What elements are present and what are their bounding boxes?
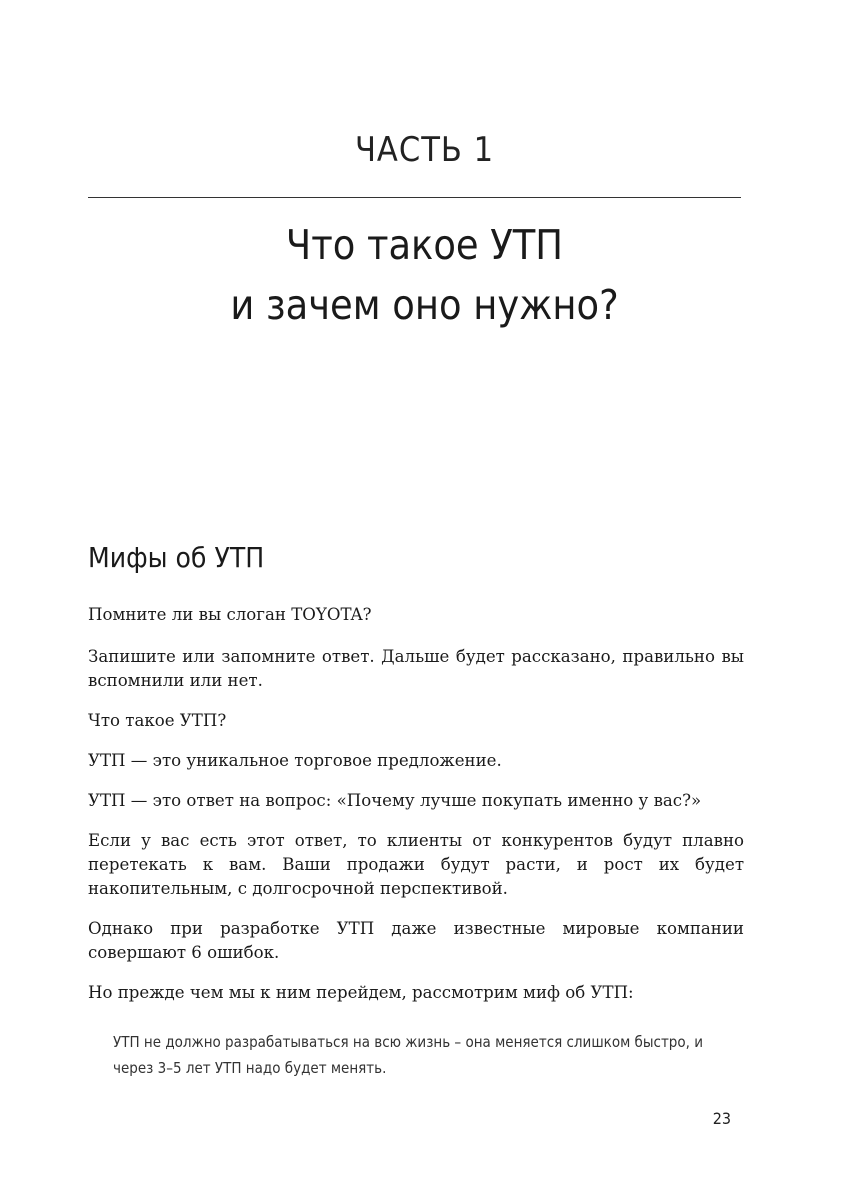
myth-quote: УТП не должно разрабатываться на всю жизнь – она меняется слишком быстро, и через 3–5 лет УТП надо будет менять.: [113, 1033, 703, 1077]
page-number: 23: [712, 1109, 731, 1128]
paragraph-8: Но прежде чем мы к ним перейдем, рассмотрим миф об УТП:: [88, 983, 634, 1002]
paragraph-2: Запишите или запомните ответ. Дальше будет рассказано, правильно вы вспомнили или нет.: [88, 647, 744, 690]
paragraph-1: Помните ли вы слоган TOYOTA?: [88, 605, 372, 624]
chapter-title-line-2: и зачем оно нужно?: [230, 281, 619, 329]
paragraph-4: УТП — это уникальное торговое предложение.: [88, 751, 502, 770]
divider: [88, 197, 741, 198]
paragraph-5: УТП — это ответ на вопрос: «Почему лучше покупать именно у вас?»: [88, 791, 702, 810]
paragraph-7: Однако при разработке УТП даже известные мировые компании совершают 6 ошибок.: [88, 919, 744, 962]
part-label: ЧАСТЬ 1: [354, 130, 495, 170]
paragraph-6: Если у вас есть этот ответ, то клиенты от конкурентов будут плавно перетекать к вам. Ваши продажи будут расти, и рост их будет накопительным, с долгосрочной перспективой.: [88, 831, 744, 898]
section-heading: Мифы об УТП: [88, 541, 265, 574]
paragraph-3: Что такое УТП?: [88, 711, 227, 730]
chapter-title-line-1: Что такое УТП: [285, 221, 564, 269]
chapter-title: [0, 215, 849, 335]
